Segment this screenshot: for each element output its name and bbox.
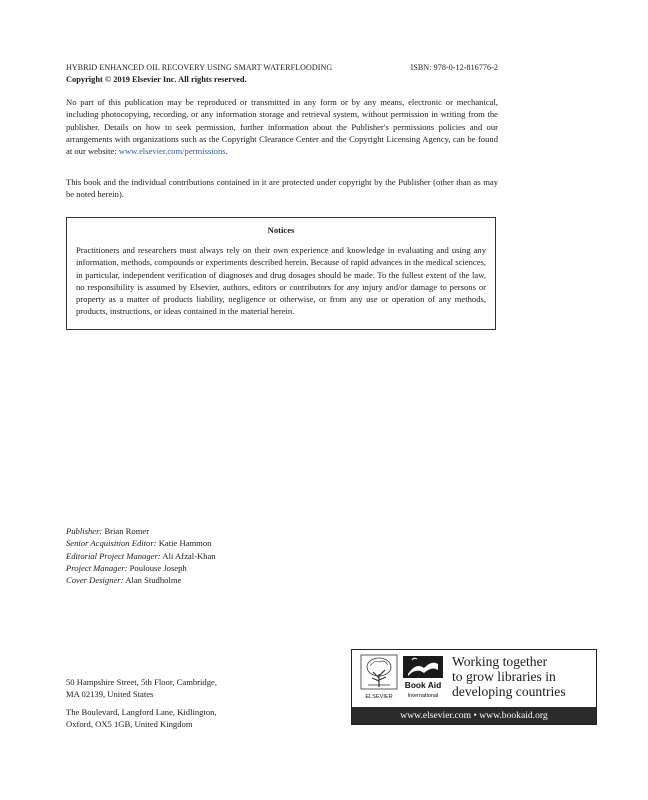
permissions-text: No part of this publication may be reproduced or transmitted in any form or by any means, electronic or mechanical, including photocopying, recording, or any information storage and retrieval system, without permission in writing from the publisher. Details on how to seek permission, further information about the Publisher's permissions policies and our arrangements with organizations such as the Copyright Clearance Center and the Copyright Licensing Agency, can be found at our website: xyxy=(66,97,498,157)
credit-role: Senior Acquisition Editor: xyxy=(66,538,157,549)
slogan-line: to grow libraries in xyxy=(452,669,556,684)
credit-name: Katie Hammon xyxy=(158,538,212,549)
credit-line xyxy=(66,550,366,562)
notices-title: Notices xyxy=(267,225,295,235)
credit-role: Cover Designer: xyxy=(66,575,124,586)
slogan xyxy=(452,654,594,699)
credit-role: Editorial Project Manager: xyxy=(66,550,161,561)
protection-paragraph: This book and the individual contributions contained in it are protected under copyright by the Publisher (other than as may be noted herein). xyxy=(66,177,498,200)
address-oxford xyxy=(66,706,306,731)
book-aid-label: Book Aid xyxy=(404,680,442,690)
permissions-link[interactable]: www.elsevier.com/permissions xyxy=(118,146,226,157)
credit-name: Poulouse Joseph xyxy=(129,562,187,573)
slogan-line: Working together xyxy=(452,654,548,669)
elsevier-tree-logo-icon xyxy=(360,654,398,702)
book-aid-logo-box xyxy=(351,649,597,725)
notices-box xyxy=(66,217,496,330)
book-aid-sub: International xyxy=(407,693,439,699)
credit-role: Project Manager: xyxy=(66,562,128,573)
address-line: The Boulevard, Langford Lane, Kidlington, xyxy=(66,707,217,717)
credit-line xyxy=(66,525,366,537)
book-aid-logo-icon xyxy=(402,654,444,702)
permissions-link-suffix: . xyxy=(225,146,228,157)
isbn: ISBN: 978-0-12-816776-2 xyxy=(410,63,498,72)
credit-name: Ali Afzal-Khan xyxy=(162,550,216,561)
slogan-line: developing countries xyxy=(452,684,566,699)
credit-line xyxy=(66,562,366,574)
running-header xyxy=(66,62,498,74)
credit-line xyxy=(66,574,366,586)
credit-name: Brian Romer xyxy=(104,526,150,536)
address-line: MA 02139, United States xyxy=(66,689,154,700)
credit-role: Publisher: xyxy=(66,526,103,536)
credits-list xyxy=(66,525,366,586)
address-cambridge xyxy=(66,676,306,701)
address-line: Oxford, OX5 1GB, United Kingdom xyxy=(66,719,193,730)
credit-line xyxy=(66,537,366,549)
elsevier-label: ELSEVIER xyxy=(365,694,393,700)
notices-text: Practitioners and researchers must always rely on their own experience and knowledge in evaluating and using any information, methods, compounds or experiments described herein. Because of rapid advances in the medical sciences, in particular, independent verification of diagnoses and drug dosages should be made. To the fullest extent of the law, no responsibility is assumed by Elsevier, authors, editors or contributors for any injury and/or damage to persons or property as a matter of products liability, negligence or otherwise, or from any use or operation of any methods, products, instructions, or ideas contained in the material herein. xyxy=(76,245,486,317)
address-line: 50 Hampshire Street, 5th Floor, Cambridge, xyxy=(66,677,217,687)
logo-footer-urls: www.elsevier.com • www.bookaid.org xyxy=(352,707,596,724)
permissions-paragraph xyxy=(66,96,498,157)
copyright-line: Copyright © 2019 Elsevier Inc. All rights reserved. xyxy=(66,75,247,84)
book-title: HYBRID ENHANCED OIL RECOVERY USING SMART WATERFLOODING xyxy=(66,63,333,72)
credit-name: Alan Studholme xyxy=(125,575,182,586)
